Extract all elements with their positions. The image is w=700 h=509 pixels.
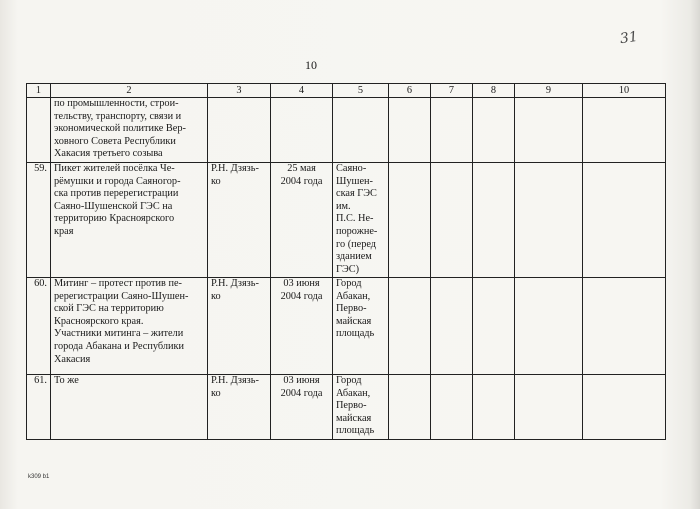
table-row	[27, 278, 666, 375]
cell-empty	[515, 278, 583, 375]
cell-organizer: Р.Н. Дзязь- ко	[208, 278, 271, 375]
cell-description: по промышленности, строи- тельству, транспорту, связи и экономической политике Вер- ховного Совета Республики Хакасия третьего созыва	[51, 98, 208, 163]
cell-description: Митинг – протест против пе- ререгистрации Саяно-Шушен- ской ГЭС на территорию Красноярского края. Участники митинга – жители города Абакана и Республики Хакасия	[51, 278, 208, 375]
column-header: 7	[431, 84, 473, 98]
cell-number	[27, 98, 51, 163]
cell-place	[333, 98, 389, 163]
column-header: 6	[389, 84, 431, 98]
cell-empty	[473, 278, 515, 375]
cell-empty	[583, 278, 666, 375]
cell-empty	[515, 163, 583, 278]
events-table	[26, 83, 666, 440]
cell-place: Саяно- Шушен- ская ГЭС им. П.С. Не- порожне- го (перед зданием ГЭС)	[333, 163, 389, 278]
cell-number: 61.	[27, 375, 51, 440]
cell-number: 60.	[27, 278, 51, 375]
footer-code: k309 b1	[28, 474, 50, 480]
column-header: 2	[51, 84, 208, 98]
cell-organizer: Р.Н. Дзязь- ко	[208, 163, 271, 278]
cell-empty	[473, 163, 515, 278]
cell-number: 59.	[27, 163, 51, 278]
cell-empty	[515, 98, 583, 163]
table-header-row	[27, 84, 666, 98]
cell-organizer: Р.Н. Дзязь- ко	[208, 375, 271, 440]
cell-date	[271, 98, 333, 163]
cell-empty	[431, 375, 473, 440]
column-header: 8	[473, 84, 515, 98]
cell-empty	[431, 163, 473, 278]
table-row	[27, 163, 666, 278]
column-header: 10	[583, 84, 666, 98]
cell-place: Город Абакан, Перво- майская площадь	[333, 278, 389, 375]
column-header: 4	[271, 84, 333, 98]
table-row-continuation	[27, 98, 666, 163]
cell-empty	[431, 98, 473, 163]
cell-date: 25 мая 2004 года	[271, 163, 333, 278]
column-header: 3	[208, 84, 271, 98]
cell-date: 03 июня 2004 года	[271, 278, 333, 375]
cell-empty	[389, 163, 431, 278]
cell-description: Пикет жителей посёлка Че- рёмушки и города Саяногор- ска против перерегистрации Саяно-Шушенской ГЭС на территорию Красноярского края	[51, 163, 208, 278]
cell-organizer	[208, 98, 271, 163]
column-header: 9	[515, 84, 583, 98]
cell-empty	[431, 278, 473, 375]
column-header: 1	[27, 84, 51, 98]
table-row	[27, 375, 666, 440]
cell-empty	[473, 98, 515, 163]
cell-empty	[389, 98, 431, 163]
column-header: 5	[333, 84, 389, 98]
cell-empty	[583, 375, 666, 440]
cell-empty	[583, 98, 666, 163]
cell-empty	[389, 278, 431, 375]
cell-empty	[583, 163, 666, 278]
cell-empty	[515, 375, 583, 440]
cell-description: То же	[51, 375, 208, 440]
cell-empty	[389, 375, 431, 440]
cell-date: 03 июня 2004 года	[271, 375, 333, 440]
cell-place: Город Абакан, Перво- майская площадь	[333, 375, 389, 440]
cell-empty	[473, 375, 515, 440]
page-number: 10	[305, 58, 317, 72]
handwritten-page-mark: 31	[618, 28, 639, 48]
